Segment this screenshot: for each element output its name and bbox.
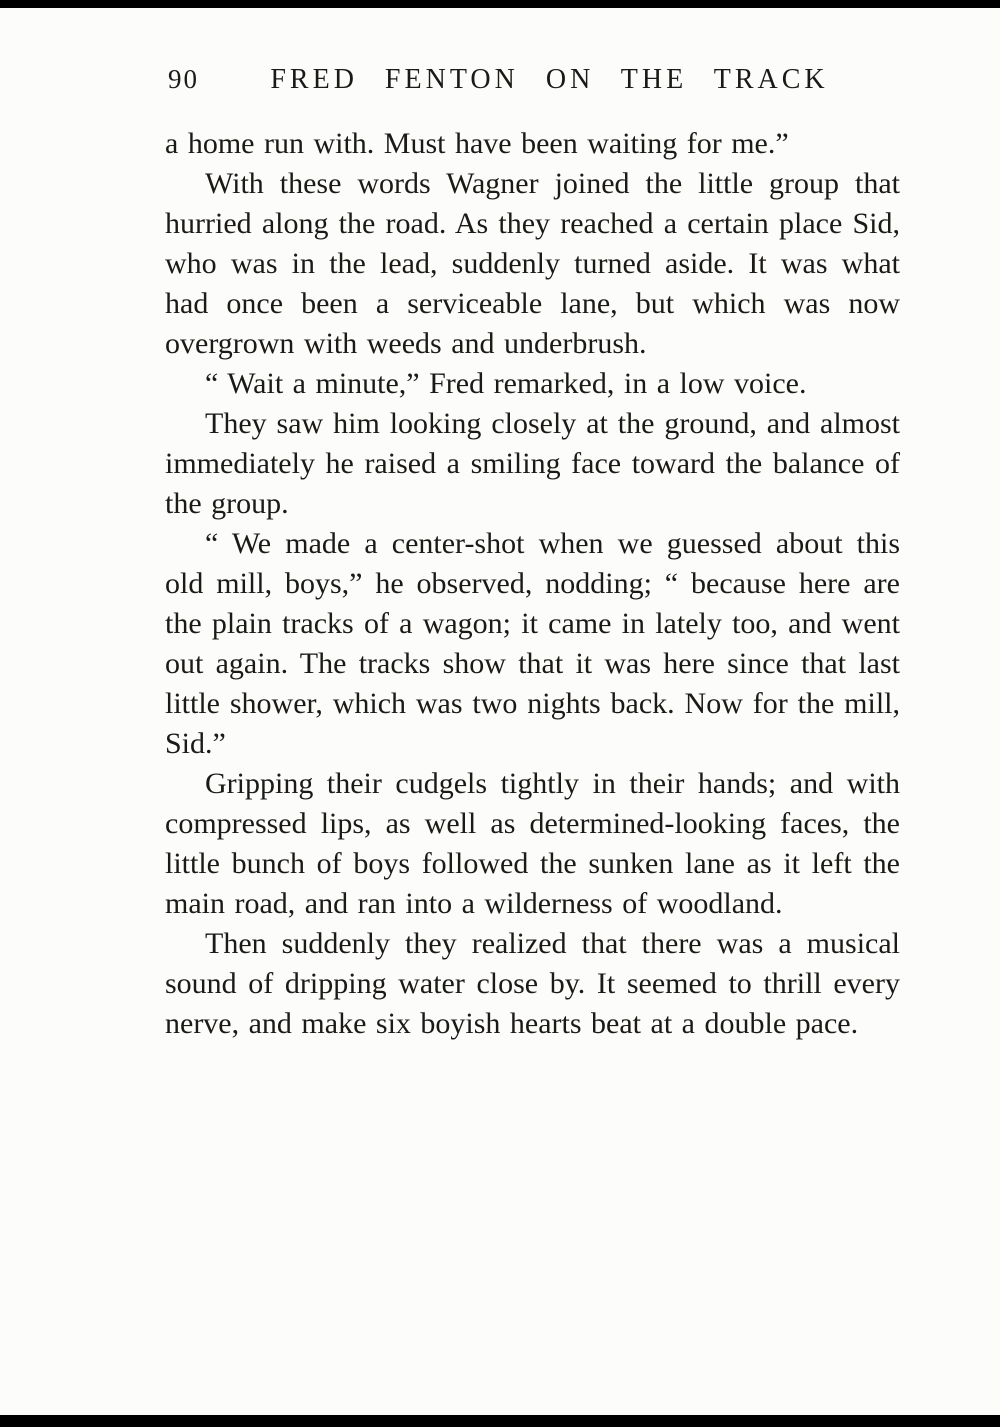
scan-edge-top (0, 0, 1000, 8)
paragraph: Then suddenly they realized that there was a musical sound of dripping water close by. It seemed to thrill every nerve, and make six boyish hearts beat at a double pace. (165, 927, 900, 1040)
paragraph: They saw him looking closely at the ground, and almost immediately he raised a smiling face toward the balance of the group. (165, 407, 900, 520)
paragraph: “ We made a center-shot when we guessed about this old mill, boys,” he observed, nodding; “ because here are the plain tracks of a wagon; it came in lately too, and went out again. The tracks show that it was here since that last little shower, which was two nights back. Now for the mill, Sid.” (165, 527, 900, 760)
paragraph: “ Wait a minute,” Fred remarked, in a low voice. (205, 367, 807, 400)
body-text (165, 124, 900, 1044)
paragraph: a home run with. Must have been waiting for me.” (165, 127, 789, 160)
page-header (168, 64, 900, 96)
paragraph: With these words Wagner joined the little group that hurried along the road. As they reached a certain place Sid, who was in the lead, suddenly turned aside. It was what had once been a serviceable lane, but which was now overgrown with weeds and underbrush. (165, 167, 900, 360)
running-title: FRED FENTON ON THE TRACK (270, 64, 829, 95)
scan-edge-bottom (0, 1415, 1000, 1427)
page-number: 90 (168, 64, 199, 94)
paragraph: Gripping their cudgels tightly in their hands; and with compressed lips, as well as determined-looking faces, the little bunch of boys followed the sunken lane as it left the main road, and ran into a wilderness of woodland. (165, 767, 900, 920)
